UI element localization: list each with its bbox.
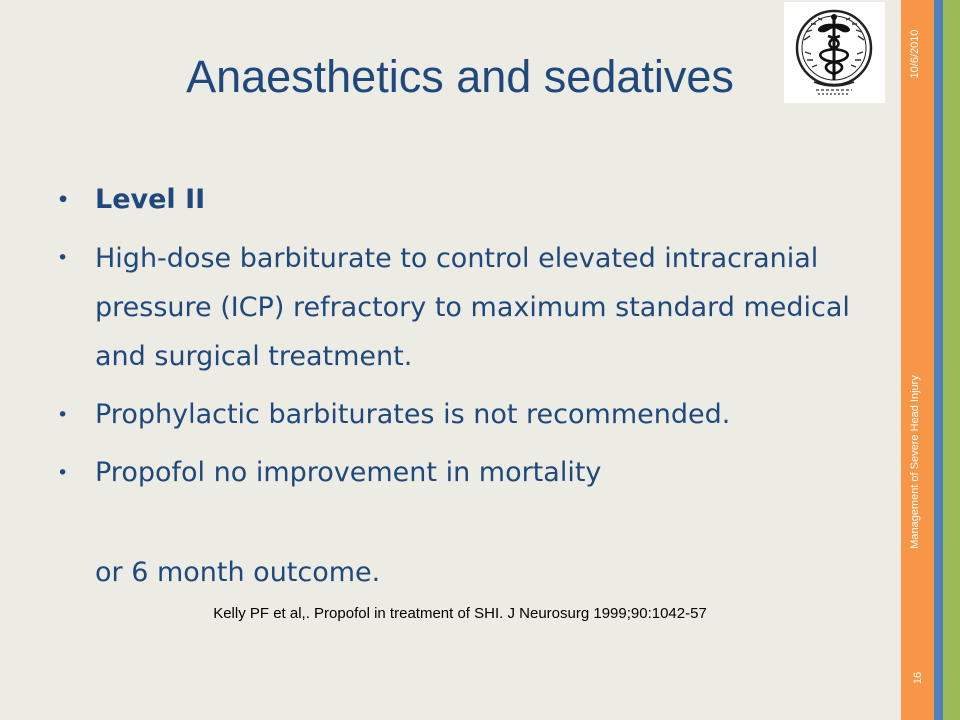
bullet-text: Level II: [95, 184, 206, 215]
blue-stripe: [934, 0, 943, 720]
slide-footer: Management of Severe Head Injury: [909, 375, 921, 549]
bullet-item: [57, 391, 867, 439]
green-stripe: [943, 0, 960, 720]
bullet-text: Propofol no improvement in mortality: [95, 457, 602, 488]
citation: Kelly PF et al,. Propofol in treatment of SHI. J Neurosurg 1999;90:1042-57: [213, 605, 707, 622]
bullet-glyph: •: [57, 189, 70, 211]
bullet-text: High-dose barbiturate to control elevated intracranial pressure (ICP) refractory to maximum standard medical and surgical treatment.: [95, 243, 850, 372]
slide-title: Anaesthetics and sedatives: [186, 51, 734, 102]
bullet-continuation: or 6 month outcome.: [95, 557, 381, 588]
bullet-glyph: •: [57, 462, 69, 484]
bullet-item: [57, 176, 867, 224]
side-color-band: [901, 0, 960, 720]
bullet-glyph: •: [57, 404, 69, 426]
bullet-glyph: •: [57, 247, 69, 269]
bullet-item: [57, 449, 867, 497]
bullet-item: [57, 234, 867, 381]
orange-stripe: [901, 0, 934, 720]
slide-date: 10/6/2010: [909, 29, 921, 79]
bullet-list: [57, 176, 867, 507]
page-number: 16: [912, 671, 924, 685]
bullet-text: Prophylactic barbiturates is not recommended.: [95, 399, 731, 430]
